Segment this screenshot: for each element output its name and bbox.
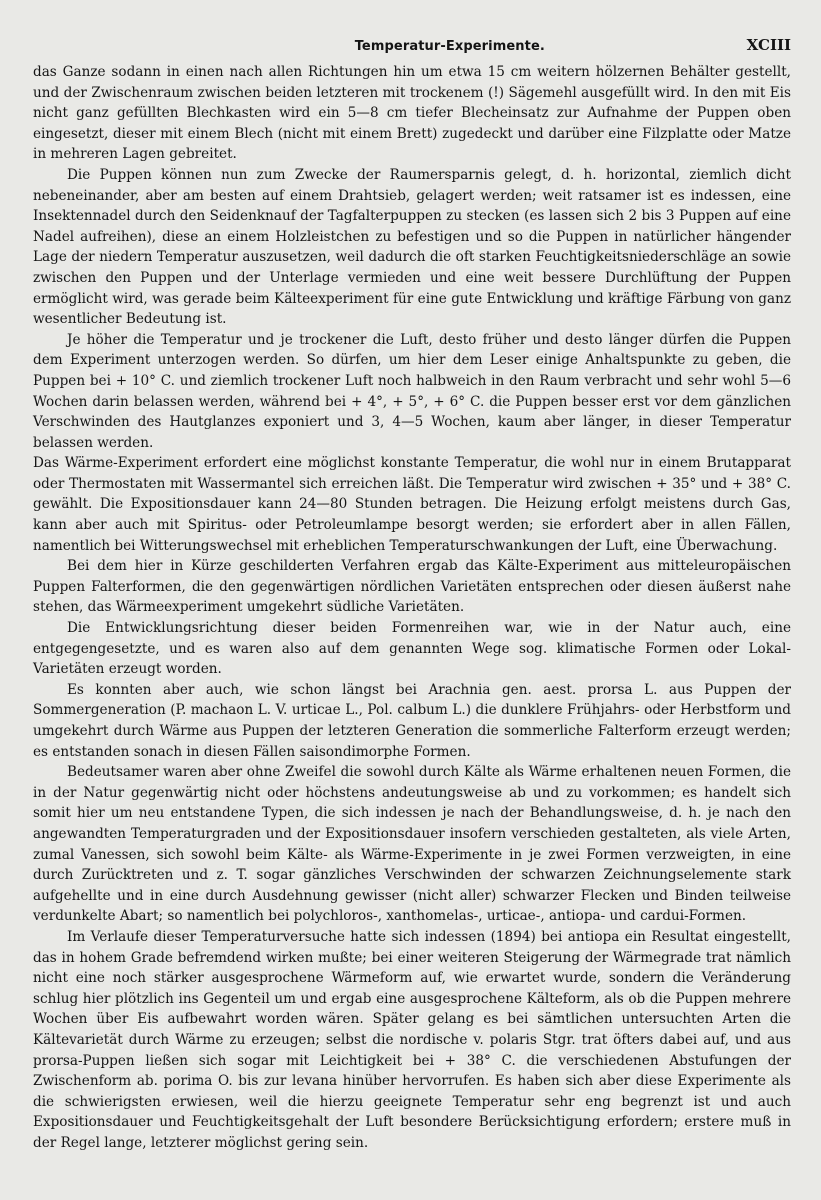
page-header [33,36,791,62]
running-title: Temperatur-Experimente. [354,39,545,54]
paragraph: das Ganze sodann in einen nach allen Richtungen hin um etwa 15 cm weitern hölzernen Behälter gestellt, und der Zwischenraum zwischen beiden letzteren mit trockenem (!) Sägemehl ausgefüllt wird. In den mit Eis nicht ganz gefüllten Blechkasten wird ein 5—8 cm tiefer Blecheinsatz zur Aufnahme der Puppen oben eingesetzt, dieser mit einem Blech (nicht mit einem Brett) zugedeckt und darüber eine Filzplatte oder Matze in mehreren Lagen gebreitet. [33,64,791,163]
paragraph: Die Entwicklungsrichtung dieser beiden Formenreihen war, wie in der Natur auch, eine entgegengesetzte, und es waren also auf dem genannten Wege sog. klimatische Formen oder Lokal-Varietäten erzeugt worden. [33,620,791,678]
paragraph: Es konnten aber auch, wie schon längst bei Arachnia gen. aest. prorsa L. aus Puppen der Sommergeneration (P. machaon L. V. urticae L., Pol. calbum L.) die dunklere Frühjahrs- oder Herbstform und umgekehrt durch Wärme aus Puppen der letzteren Generation die sommerliche Falterform erzeugt werden; es entstanden sonach in diesen Fällen saisondimorphe Formen. [33,681,791,760]
page-number: XCIII [746,36,791,54]
paragraph: Bedeutsamer waren aber ohne Zweifel die sowohl durch Kälte als Wärme erhaltenen neuen Formen, die in der Natur gegenwärtig nicht oder höchstens andeutungsweise ab und zu vorkommen; es handelt sich somit hier um neu entstandene Typen, die sich indessen je nach der Behandlungsweise, d. h. je nach den angewandten Temperaturgraden und der Expositionsdauer insofern verschieden gestalteten, als viele Arten, zumal Vanessen, sich sowohl beim Kälte- als Wärme-Experimente in je zwei Formen verzweigten, in eine durch Zurücktreten und z. T. sogar gänzliches Verschwinden der schwarzen Zeichnungselemente stark aufgehellte und in eine durch Ausdehnung gewisser (nicht aller) schwarzer Flecken und Binden teilweise verdunkelte Abart; so namentlich bei polychloros-, xanthomelas-, urticae-, antiopa- und cardui-Formen. [33,764,791,925]
paragraph: Die Puppen können nun zum Zwecke der Raumersparnis gelegt, d. h. horizontal, ziemlich dicht nebeneinander, aber am besten auf einem Drahtsieb, gelagert werden; weit ratsamer ist es indessen, eine Insektennadel durch den Seidenknauf der Tagfalterpuppen zu stecken (es lassen sich 2 bis 3 Puppen auf eine Nadel aufreihen), diese an einem Holzleistchen zu befestigen und so die Puppen in natürlicher hängender Lage der niedern Temperatur auszusetzen, weil dadurch die oft starken Feuchtigkeitsniederschläge an sowie zwischen den Puppen und der Unterlage vermieden und eine weit bessere Durchlüftung der Puppen ermöglicht wird, was gerade beim Kälteexperiment für eine gute Entwicklung und kräftige Färbung von ganz wesentlicher Bedeutung ist. [33,166,791,328]
paragraph: Im Verlaufe dieser Temperaturversuche hatte sich indessen (1894) bei antiopa ein Resultat eingestellt, das in hohem Grade befremdend wirken mußte; bei einer weiteren Steigerung der Wärmegrade trat nämlich nicht eine noch stärker ausgesprochene Wärmeform auf, wie erwartet wurde, sondern die Veränderung schlug hier plötzlich ins Gegenteil um und ergab eine ausgesprochene Kälteform, als ob die Puppen mehrere Wochen über Eis aufbewahrt worden wären. Später gelang es bei sämtlichen untersuchten Arten die Kältevarietät durch Wärme zu erzeugen; selbst die nordische v. polaris Stgr. trat öfters dabei auf, und aus prorsa-Puppen ließen sich sogar mit Leichtigkeit bei + 38° C. die verschiedenen Abstufungen der Zwischenform ab. porima O. bis zur levana hinüber hervorrufen. Es haben sich aber diese Experimente als die schwierigsten erwiesen, weil die hierzu geeignete Temperatur sehr eng begrenzt ist und auch Expositionsdauer und Feuchtigkeitsgehalt der Luft besondere Berücksichtigung erfordern; erstere muß in der Regel lange, letzterer möglichst gering sein. [33,928,791,1151]
body-text [33,62,791,1153]
paragraph: Je höher die Temperatur und je trockener die Luft, desto früher und desto länger dürfen die Puppen dem Experiment unterzogen werden. So dürfen, um hier dem Leser einige Anhaltspunkte zu geben, die Puppen bei + 10° C. und ziemlich trockener Luft noch halbweich in den Raum verbracht und sehr wohl 5—6 Wochen darin belassen werden, während bei + 4°, + 5°, + 6° C. die Puppen besser erst vor dem gänzlichen Verschwinden des Hautglanzes exponiert und 3, 4—5 Wochen, kaum aber länger, in dieser Temperatur belassen werden. [33,331,791,451]
paragraph: Das Wärme-Experiment erfordert eine möglichst konstante Temperatur, die wohl nur in einem Brutapparat oder Thermostaten mit Wassermantel sich erreichen läßt. Die Temperatur wird zwischen + 35° und + 38° C. gewählt. Die Expositionsdauer kann 24—80 Stunden betragen. Die Heizung erfolgt meistens durch Gas, kann aber auch mit Spiritus- oder Petroleumlampe besorgt werden; sie erfordert aber in allen Fällen, namentlich bei Witterungswechsel mit erheblichen Temperaturschwankungen der Luft, eine Überwachung. [33,455,791,554]
paragraph: Bei dem hier in Kürze geschilderten Verfahren ergab das Kälte-Experiment aus mitteleuropäischen Puppen Falterformen, die den gegenwärtigen nördlichen Varietäten entsprechen oder diesen äußerst nahe stehen, das Wärmeexperiment umgekehrt südliche Varietäten. [33,558,791,616]
